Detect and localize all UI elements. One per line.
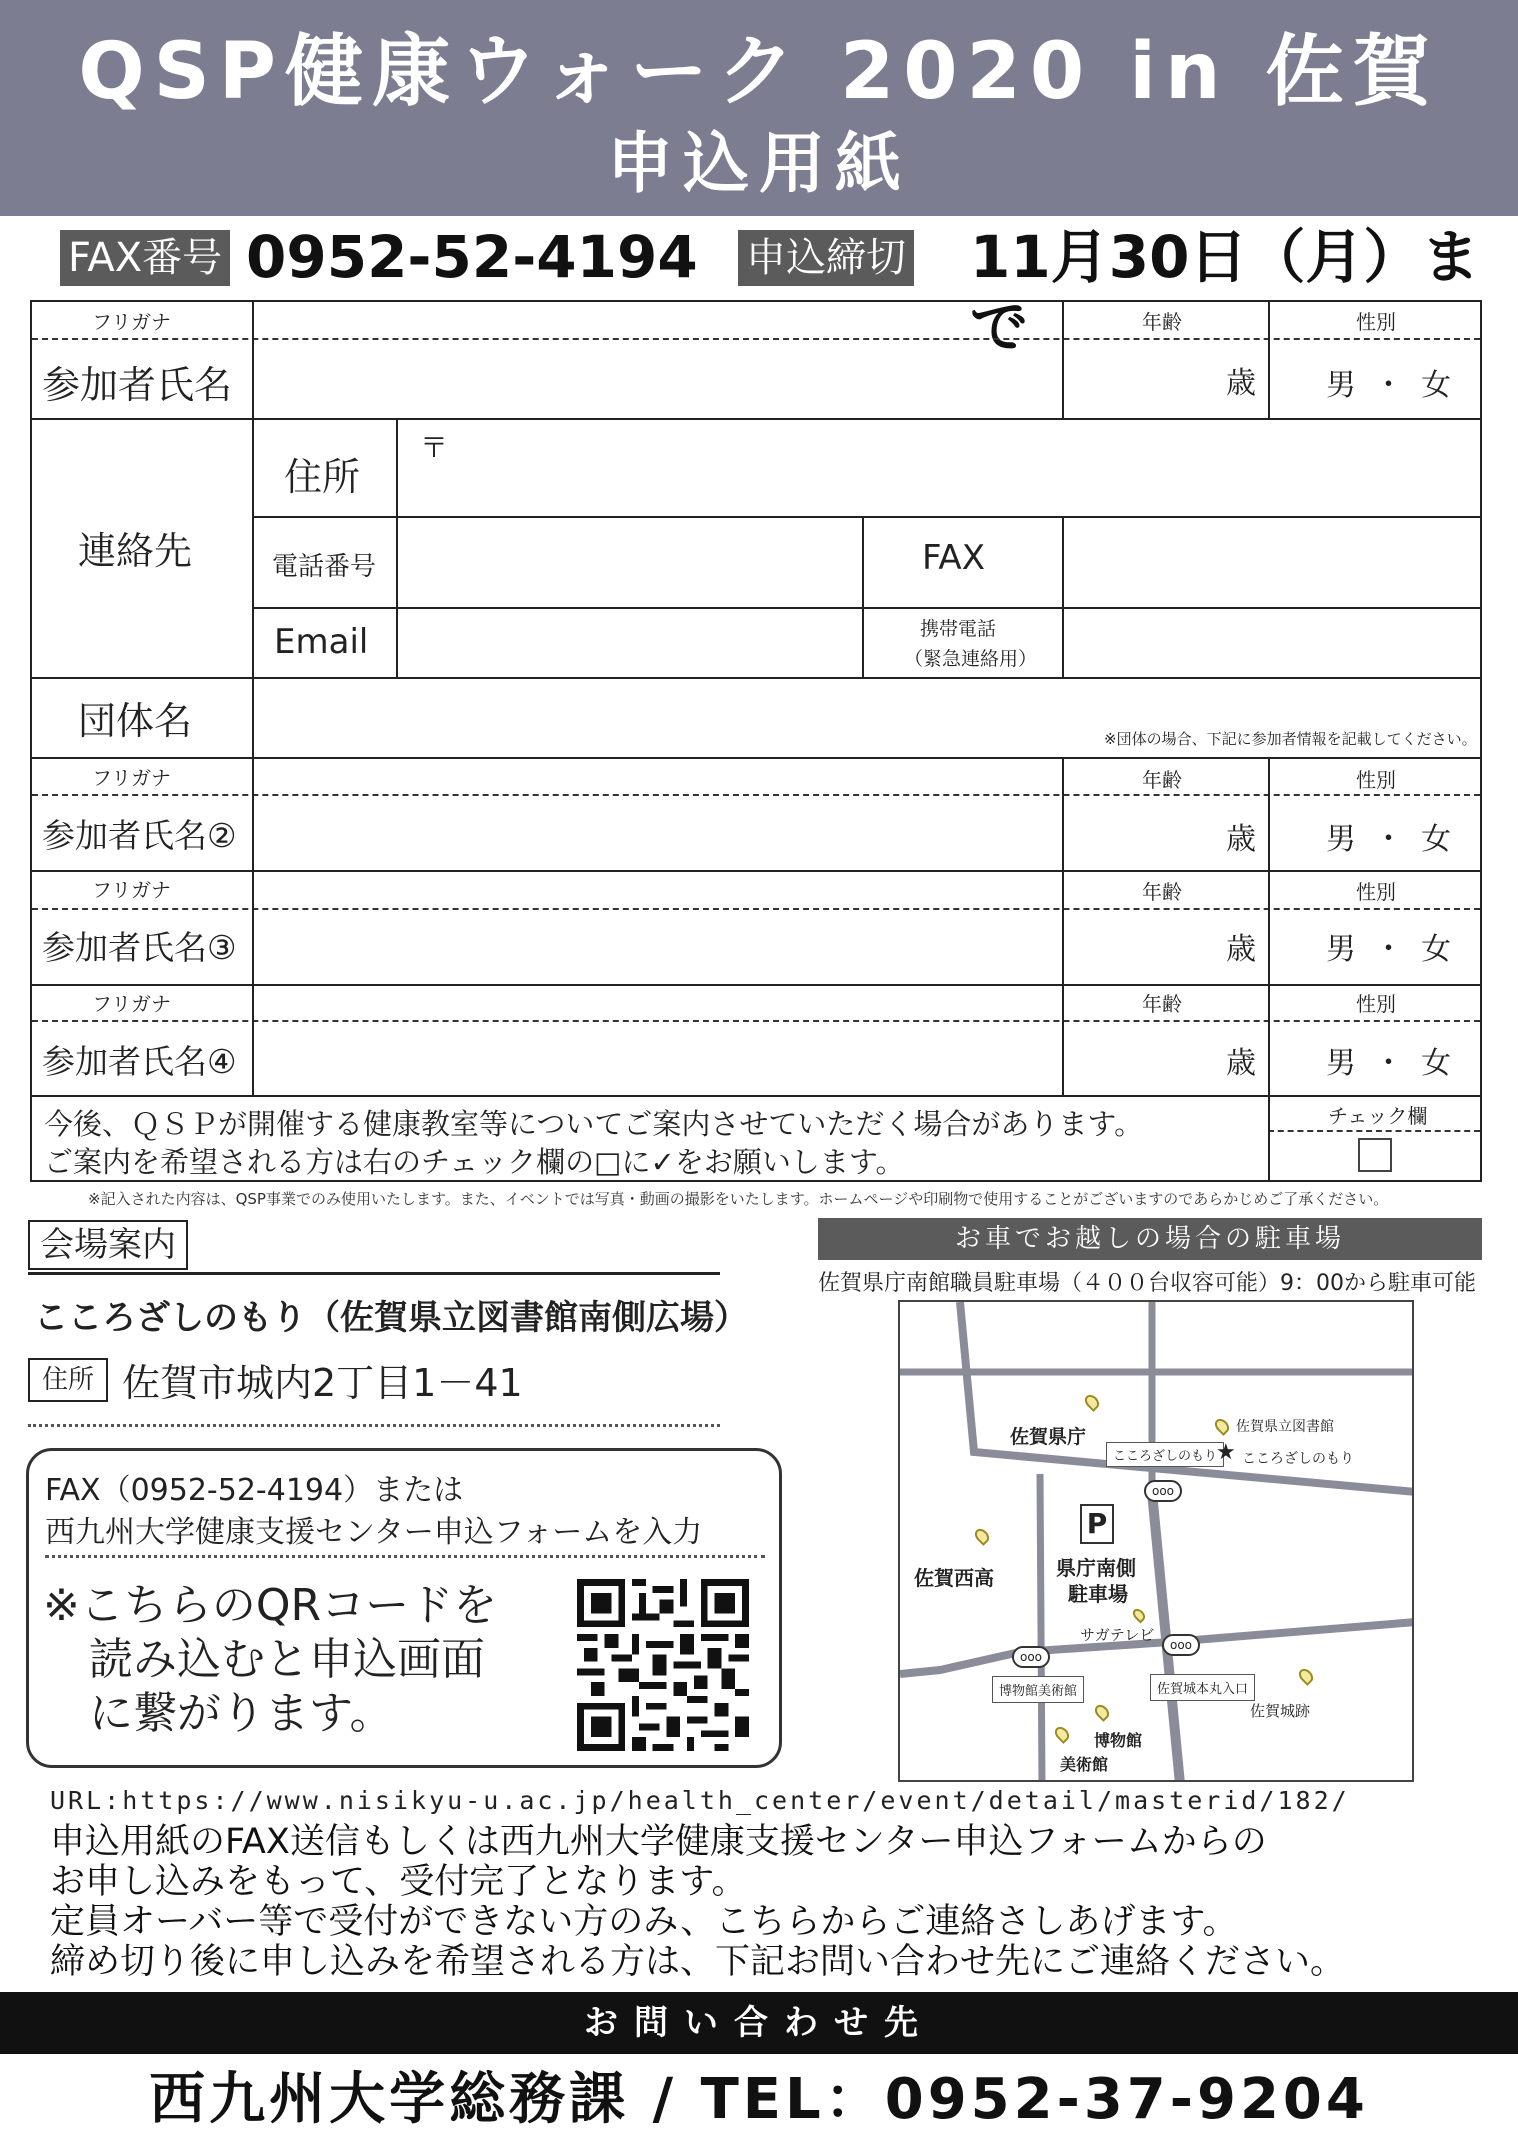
participant-name-3-label: 参加者氏名③ [42,928,237,967]
apply-line-1: FAX（0952-52-4194）または [45,1473,464,1508]
page-subtitle: 申込用紙 [607,125,911,202]
map-parking-label-2: 駐車場 [1068,1582,1128,1606]
parking-title: お車でお越しの場合の駐車場 [818,1218,1482,1260]
map-castle-stop: 佐賀城本丸入口 [1150,1674,1255,1701]
application-form [30,300,1482,1182]
notice-line-1: 今後、ＱＳＰが開催する健康教室等についてご案内させていただく場合があります。 [44,1107,1144,1141]
participant-name-label: 参加者氏名 [42,363,233,407]
bus-stop-icon: ooo [1012,1646,1050,1668]
privacy-note: ※記入された内容は、QSP事業でのみ使用いたします。また、イベントでは写真・動画の撮影をいたします。ホームページや印刷物で使用することがございますのであらかじめご了承ください。 [88,1190,1389,1208]
notice-checkbox[interactable] [1358,1138,1392,1172]
qr-text-2: 読み込むと申込画面 [89,1634,485,1685]
postal-mark: 〒 [420,431,449,464]
age-unit: 歳 [1226,822,1256,857]
page-title: QSP健康ウォーク 2020 in 佐賀 [78,27,1440,117]
star-icon: ★ [1216,1440,1236,1465]
venue-name: こころざしのもり（佐賀県立図書館南側広場） [34,1298,748,1338]
sex-label: 性別 [1356,310,1396,334]
sex-label: 性別 [1356,880,1396,904]
map-saga-tv: サガテレビ [1080,1626,1155,1644]
check-column-label: チェック欄 [1328,1104,1428,1128]
furigana-label: フリガナ [92,310,171,334]
map-roads [900,1302,1414,1782]
venue-underline [28,1272,720,1275]
access-map[interactable] [898,1300,1414,1782]
contact-footer: 西九州大学総務課 / TEL：0952-37-9204 [149,2067,1369,2132]
furigana-label: フリガナ [92,766,171,790]
parking-note: 佐賀県庁南館職員駐車場（４００台収容可能）9：00から駐車可能 [818,1271,1476,1296]
furigana-label: フリガナ [92,992,171,1016]
qr-code-icon[interactable] [577,1579,749,1751]
deadline-date: 11月30日（月）まで [970,223,1480,361]
participant-name-2-label: 参加者氏名② [42,816,237,855]
gender-options[interactable]: 男 ・ 女 [1326,822,1456,857]
divider [45,1555,765,1558]
sex-label: 性別 [1356,992,1396,1016]
fax-field-label: FAX [922,538,985,578]
age-label: 年齢 [1142,992,1182,1016]
map-nishi-high: 佐賀西高 [914,1566,994,1590]
divider [28,1424,720,1427]
age-unit: 歳 [1226,932,1256,967]
map-kokoro-star-label: こころざしのもり [1242,1451,1354,1467]
mobile-label: 携帯電話 [920,618,997,640]
map-pref-office: 佐賀県庁 [1010,1426,1087,1448]
map-museum-label-1: 博物館 [1094,1731,1143,1750]
address-label: 住所 [284,455,361,499]
contact-heading: お問い合わせ先 [0,1992,1518,2054]
qr-text-3: に繋がります。 [89,1688,394,1739]
gender-options[interactable]: 男 ・ 女 [1326,368,1456,403]
fax-label: FAX番号 [60,230,230,286]
venue-address: 佐賀市城内2丁目1－41 [122,1361,523,1405]
map-library: 佐賀県立図書館 [1236,1419,1334,1435]
info-line-1: 申込用紙のFAX送信もしくは西九州大学健康支援センター申込フォームからの [50,1822,1267,1862]
phone-label: 電話番号 [272,552,377,582]
furigana-label: フリガナ [92,878,171,902]
map-museum-label-2: 美術館 [1060,1755,1109,1774]
age-label: 年齢 [1142,768,1182,792]
parking-sign-icon: P [1080,1504,1114,1544]
age-label: 年齢 [1142,880,1182,904]
info-line-2: お申し込みをもって、受付完了となります。 [50,1862,747,1902]
participant-name-4-label: 参加者氏名④ [42,1042,237,1081]
age-unit: 歳 [1226,1046,1256,1081]
venue-title: 会場案内 [28,1220,188,1270]
map-museum-stop: 博物館美術館 [992,1676,1084,1703]
contact-label: 連絡先 [78,529,193,573]
application-url[interactable]: URL:https://www.nisikyu-u.ac.jp/health_center/event/detail/masterid/182/ [50,1786,1350,1815]
apply-line-2: 西九州大学健康支援センター申込フォームを入力 [45,1515,703,1550]
group-label: 団体名 [78,699,193,743]
application-method-box [26,1448,782,1768]
age-unit: 歳 [1226,366,1256,401]
gender-options[interactable]: 男 ・ 女 [1326,932,1456,967]
age-label: 年齢 [1142,310,1182,334]
bus-stop-icon: ooo [1162,1634,1200,1656]
bus-stop-icon: ooo [1144,1480,1182,1502]
page-header [0,0,1518,216]
group-note: ※団体の場合、下記に参加者情報を記載してください。 [1104,730,1477,748]
deadline-label: 申込締切 [738,230,914,286]
email-label: Email [274,622,369,662]
mobile-note: （緊急連絡用） [904,648,1038,670]
gender-options[interactable]: 男 ・ 女 [1326,1046,1456,1081]
map-castle-ruins: 佐賀城跡 [1250,1702,1311,1720]
map-parking-label-1: 県庁南側 [1056,1556,1136,1580]
map-kokoro-label: こころざしのもり [1106,1442,1224,1467]
notice-line-2: ご案内を希望される方は右のチェック欄の□に✓をお願いします。 [44,1145,905,1179]
info-line-4: 締め切り後に申し込みを希望される方は、下記お問い合わせ先にご連絡ください。 [50,1942,1346,1982]
fax-number: 0952-52-4194 [246,223,698,291]
venue-address-label: 住所 [28,1358,108,1402]
sex-label: 性別 [1356,768,1396,792]
info-line-3: 定員オーバー等で受付ができない方のみ、こちらからご連絡さしあげます。 [50,1902,1238,1942]
qr-text-1: ※こちらのQRコードを [43,1580,498,1631]
